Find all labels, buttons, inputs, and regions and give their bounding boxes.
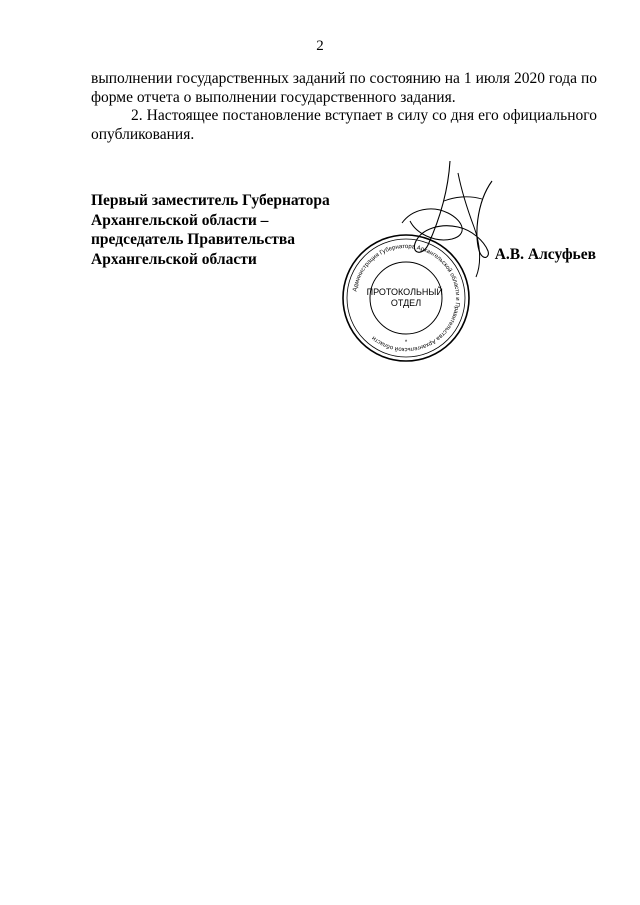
handwritten-signature (388, 153, 508, 283)
paragraph-continuation: выполнении государственных заданий по состоянию на 1 июля 2020 года по форме отчета о выполнении государственного задания. (91, 70, 597, 106)
stamp-center-text: ПРОТОКОЛЬНЫЙ ОТДЕЛ (366, 287, 443, 308)
body-text (91, 70, 597, 144)
signatory-title-line: Архангельской области (91, 250, 257, 268)
stamp-star-mark: * (404, 340, 408, 346)
paragraph-effective-date: 2. Настоящее постановление вступает в силу со дня его официального опубликования. (91, 107, 597, 143)
signatory-name: А.В. Алсуфьев (494, 246, 596, 263)
signatory-title (91, 191, 351, 269)
signatory-title-line: председатель Правительства (91, 231, 295, 248)
signatory-title-line: Архангельской области – (91, 211, 269, 229)
stamp-ring-text: Администрация Губернатора Архангельской области и Правительства Архангельской области (352, 243, 461, 353)
page-number: 2 (316, 38, 324, 54)
signatory-title-line: Первый заместитель Губернатора (91, 192, 330, 209)
